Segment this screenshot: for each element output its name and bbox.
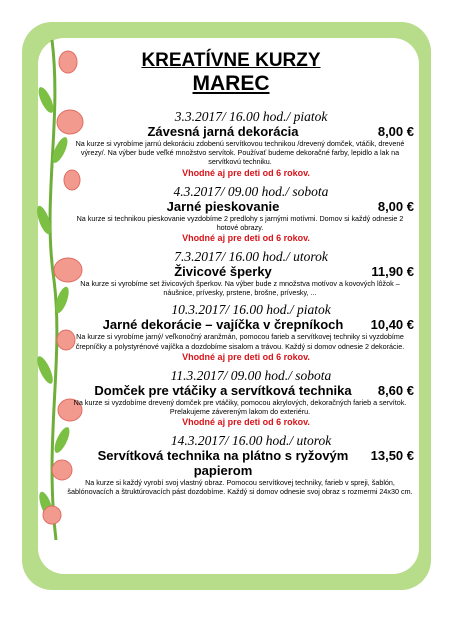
page-month: MAREC — [192, 72, 270, 95]
event-name: Domček pre vtáčiky a servítková technika — [94, 382, 352, 398]
event-description: Na kurze si vyzdobíme drevený domček pre vtáčiky, pomocou akrylových, dekoračných farieb a servítok. Prelakujeme závereným lakom do exteriéru. — [73, 397, 407, 417]
event-description: Na kurze si technikou pieskovanie vyzdobíme 2 predlohy s jarnými motívmi. Domov si každý odnesie 2 hotové obrazy. — [76, 213, 404, 232]
page-title: KREATÍVNE KURZY — [141, 50, 321, 71]
event-description: Na kurze si vyrobíme jarnú dekoráciu zdobenú servítkovou technikou /drevený domček, vtáčik, drevené výrezy/. Na výber bude veľké množstvo servítok. Používať budeme dekoračné farby, lepidlo a lak na servítkovú techniku. — [75, 139, 405, 167]
event-note: Vhodné aj pre deti od 6 rokov. — [182, 351, 310, 362]
event-description: Na kurze si vyrobíme jarný/ veľkonočný aranžmán, pomocou farieb a servítkovej techniky si vyzdobíme črepníčky a polystyrénové vajíčka a dozdobíme sisalom a trávou. Každý si domov odnesie 2 dekorácie. — [75, 332, 405, 351]
event-price: 8,00 € — [377, 124, 414, 139]
event-price: 8,60 € — [377, 382, 414, 398]
event-5 — [48, 369, 414, 428]
event-date: 3.3.2017/ 16.00 hod./ piatok — [174, 109, 328, 124]
event-name: Jarné dekorácie – vajíčka v črepníkoch — [102, 317, 344, 333]
event-price: 10,40 € — [370, 317, 414, 333]
event-name: Závesná jarná dekorácia — [147, 124, 299, 139]
event-date: 14.3.2017/ 16.00 hod./ utorok — [170, 433, 332, 449]
event-3 — [48, 250, 414, 297]
event-4 — [48, 303, 414, 362]
event-date: 10.3.2017/ 16.00 hod./ piatok — [171, 302, 331, 318]
event-description: Na kurze si každý vyrobí svoj vlastný obraz. Pomocou servítkovej techniky, farieb v spreji, šablón, šablónovacích a štruktúrovacích pást dozdobíme. Každý si domov odnesie svoj obraz s rozmermi 24x30 cm. — [67, 478, 413, 497]
event-date: 4.3.2017/ 09.00 hod./ sobota — [173, 183, 329, 199]
event-price: 8,00 € — [377, 198, 414, 214]
event-note: Vhodné aj pre deti od 6 rokov. — [182, 167, 310, 178]
event-name: Živicové šperky — [174, 264, 272, 280]
event-price: 11,90 € — [371, 264, 414, 280]
event-2 — [48, 185, 414, 244]
event-price: 13,50 € — [370, 448, 414, 464]
event-name: Jarné pieskovanie — [166, 198, 280, 214]
event-date: 7.3.2017/ 16.00 hod./ utorok — [174, 249, 328, 265]
course-schedule — [48, 50, 414, 503]
event-note: Vhodné aj pre deti od 6 rokov. — [182, 233, 310, 244]
event-6 — [48, 434, 414, 496]
event-description: Na kurze si vyrobíme set živicových šperkov. Na výber bude z množstva motívov a kovových lôžok – náušnice, prívesky, prstene, brošne, prívesky, ... — [80, 279, 400, 298]
event-1 — [48, 110, 414, 179]
event-date: 11.3.2017/ 09.00 hod./ sobota — [170, 367, 332, 383]
event-note: Vhodné aj pre deti od 6 rokov. — [182, 417, 310, 428]
event-name: Servítková technika na plátno s ryžovým papierom — [97, 448, 349, 479]
